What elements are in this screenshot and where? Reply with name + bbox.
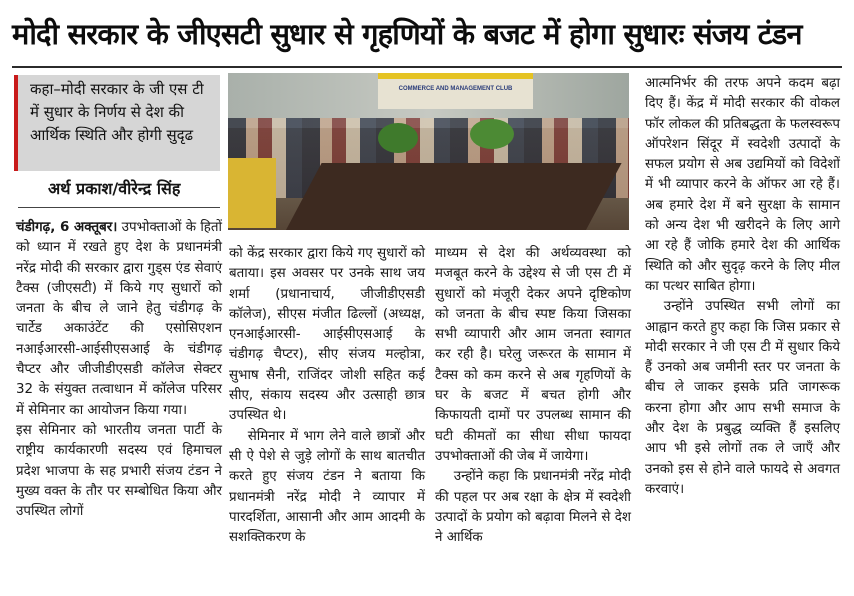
byline-rule	[18, 207, 220, 208]
column-paragraph: आत्मनिर्भर की तरफ अपने कदम बढ़ा दिए हैं। केंद्र में मोदी सरकार की वोकल फॉर लोकल की प्रतिबद्धता के फलस्वरूप ऑपरेशन सिंदूर में स्वदेशी उत्पादों के सफल प्रयोग से अब उद्यमियों को विदेशों में भी व्यापार करने के ऑफर आ रहे हैं। अब हमारे देश में बने सुरक्षा के सामान को अन्य देश भी खरीदने के लिए आगे आ रहे हैं जोकि हमारे देश की आर्थिक स्थिति को और सुदृढ़ करने के लिए मील का पत्थर साबित होगा।	[645, 76, 840, 294]
column-paragraph: माध्यम से देश की अर्थव्यवस्था को मजबूत करने के उद्देश्य से जी एस टी में सुधारों को मंजूरी देकर अपने दृष्टिकोण को जनता के बीच स्पष्ट किया जिसका सभी व्यापारी और आम जनता स्वागत कर रही है। घरेलु जरूरत के सामान में टैक्स को कम करने से अब गृहणियों के घर के बजट में बचत होगी और किफायती दामों पर उपलब्ध सामान की घटी कीमतों का सीधा सीधा फायदा उपभोक्ताओं की जेब में जायेगा।	[435, 246, 631, 464]
article-column-3	[435, 244, 631, 548]
photo-banner	[378, 79, 533, 109]
photo-plant	[470, 119, 514, 149]
deck-summary: कहा–मोदी सरकार के जी एस टी में सुधार के निर्णय से देश की आर्थिक स्थिति और होगी सुदृढ	[18, 75, 220, 171]
column-paragraph: उन्होंने कहा कि प्रधानमंत्री नरेंद्र मोदी की पहल पर अब रक्षा के क्षेत्र में स्वदेशी उत्पादों के प्रयोग को बढ़ावा मिलने से देश ने आर्थिक	[435, 469, 631, 546]
photo-table	[284, 163, 621, 230]
dateline: चंडीगढ़, 6 अक्तूबर।	[16, 220, 118, 235]
article-column-1	[16, 218, 222, 522]
article-column-2	[229, 244, 425, 548]
paragraph-text: उपभोक्ताओं के हितों को ध्यान में रखते हुए देश के प्रधानमंत्री नरेंद्र मोदी की सरकार द्वारा गुड्स एंड सेवाएं टैक्स (जीएसटी) में किये गए सुधारों को जनता के बीच ले जाने हेतु चंडीगढ़ के चार्टेड अकाउंटेंट की एसोसिएशन नआईआरसी-आईसीएसआई के चंडीगढ़ चैप्टर और जीजीडीएसडी कॉलेज सेक्टर 32 के संयुक्त तत्वाधान में कॉलेज परिसर में सेमिनार का आयोजन किया गया।	[16, 220, 223, 418]
headline: मोदी सरकार के जीएसटी सुधार से गृहणियों के बजट में होगा सुधारः संजय टंडन	[12, 17, 802, 51]
column-paragraph	[16, 218, 222, 421]
column-paragraph: सेमिनार में भाग लेने वाले छात्रों और सी ऐ पेशे से जुड़े लोगों के साथ बातचीत करते हुए संजय टंडन ने बताया कि प्रधानमंत्री नरेंद्र मोदी ने व्यापार में पारदर्शिता, आसानी और आम आदमी के सशक्तिकरण के	[229, 428, 425, 546]
photo-foreground-person	[228, 158, 276, 228]
headline-rule	[12, 66, 842, 68]
byline: अर्थ प्रकाश/वीरेन्द्र सिंह	[48, 179, 181, 198]
seminar-photo	[228, 73, 629, 230]
column-paragraph: इस सेमिनार को भारतीय जनता पार्टी के राष्ट्रीय कार्यकारणी सदस्य एवं हिमाचल प्रदेश भाजपा के सह प्रभारी संजय टंडन ने मुख्य वक्त के तौर पर सम्बोधित किया और उपस्थित लोगों	[16, 422, 222, 520]
photo-plant	[378, 123, 418, 153]
photo-banner-text: COMMERCE AND MANAGEMENT CLUB	[398, 86, 513, 92]
column-paragraph: को केंद्र सरकार द्वारा किये गए सुधारों को बताया। इस अवसर पर उनके साथ जय शर्मा (प्रधानाचार्य, जीजीडीएसडी कॉलेज), सीएस मंजीत ढिल्लों (अध्यक्ष, एनआईआरसी- आईसीएसआई के चंडीगढ़ चैप्टर), सीए संजय मल्होत्रा, सुभाष सैनी, राजिंदर जोशी सहित कई सीए, संकाय सदस्य और उत्साही छात्र उपस्थित थे।	[229, 246, 425, 424]
column-paragraph: उन्होंने उपस्थित सभी लोगों का आह्वान करते हुए कहा कि जिस प्रकार से मोदी सरकार ने जी एस टी में सुधार किये हैं उनको अब जमीनी स्तर पर जनता के बीच ले जाकर इसके प्रति जागरूक करना होगा और आप सभी समाज के और देश के प्रबुद्ध व्यक्ति हैं इसलिए आप भी इसे लोगों तक ले जाएँ और उनको इस से होने वाले फायदे से अवगत करवाएं।	[645, 299, 840, 497]
article-column-4	[645, 74, 840, 500]
